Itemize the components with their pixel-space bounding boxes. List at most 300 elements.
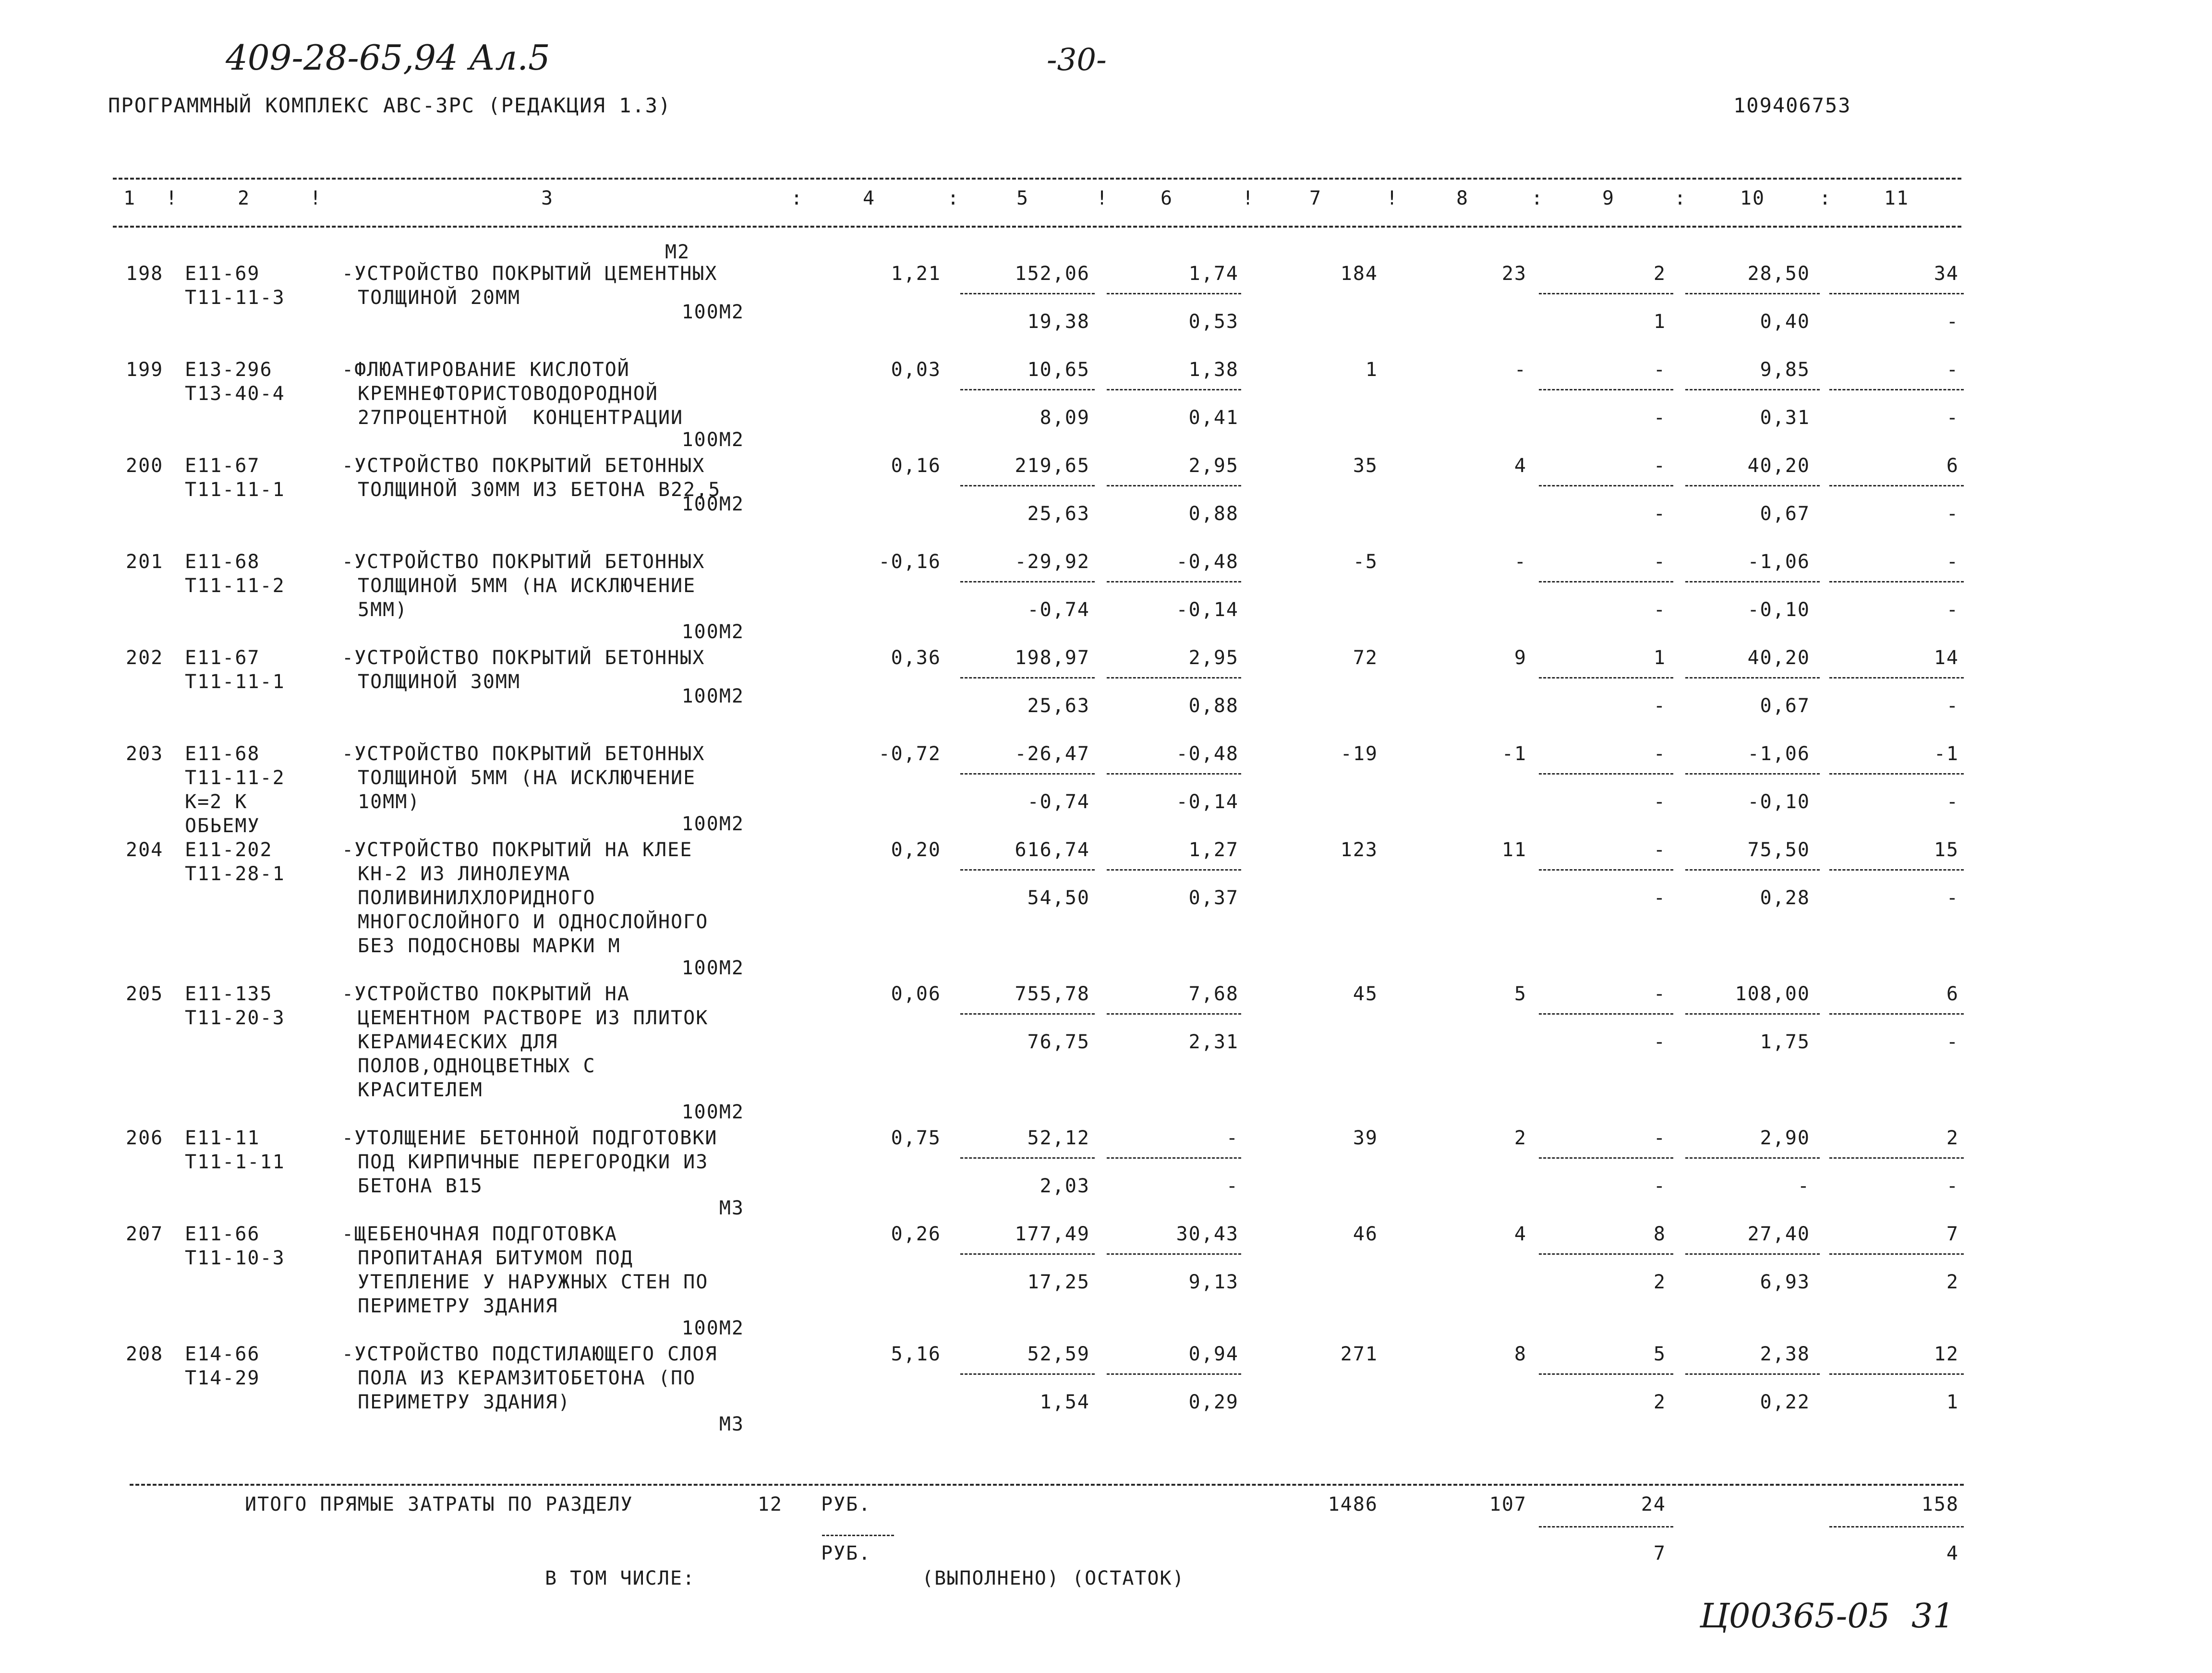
labor-norm-machine: 0,67 — [1760, 503, 1810, 525]
col6-divider — [1107, 677, 1241, 679]
col9-value: - — [1653, 839, 1666, 861]
machine-cost: 7,68 — [1188, 983, 1239, 1005]
column-separator: : — [1819, 187, 1832, 209]
labor-total-machine: - — [1946, 1175, 1959, 1197]
total-wages: 23 — [1501, 263, 1527, 285]
work-description: -УСТРОЙСТВО ПОКРЫТИЙ БЕТОННЫХ — [342, 455, 705, 477]
labor-norm: 27,40 — [1747, 1223, 1810, 1245]
col9-divider — [1539, 677, 1673, 679]
labor-total: 15 — [1934, 839, 1959, 861]
price-code: Е11-68 — [185, 551, 260, 573]
quantity: 0,03 — [891, 359, 941, 381]
column-separator: ! — [309, 187, 323, 209]
col5-divider — [960, 869, 1095, 871]
work-description: ТОЛЩИНОЙ 30ММ — [358, 671, 521, 693]
unit-cost-wages: 2,03 — [1040, 1175, 1090, 1197]
total-wages: 8 — [1514, 1343, 1527, 1365]
labor-total: -1 — [1934, 743, 1959, 765]
column-number-3: 3 — [541, 187, 554, 209]
col9-divider — [1539, 773, 1673, 775]
labor-total-machine: - — [1946, 599, 1959, 621]
labor-total: 6 — [1946, 455, 1959, 477]
unit: 100М2 — [681, 1317, 744, 1339]
work-description: ТОЛЩИНОЙ 5ММ (НА ИСКЛЮЧЕНИЕ — [358, 767, 696, 789]
work-description: ТОЛЩИНОЙ 20ММ — [358, 287, 521, 309]
total-cost: 1 — [1365, 359, 1378, 381]
work-description: ПОЛИВИНИЛХЛОРИДНОГО — [358, 887, 596, 909]
unit-cost-wages: 8,09 — [1040, 407, 1090, 429]
totals-col11-divider — [1829, 1526, 1964, 1528]
document-number: 109406753 — [1733, 94, 1851, 117]
handwritten-code: 409-28-65,94 Ал.5 — [226, 37, 550, 78]
col10-divider — [1685, 293, 1820, 294]
col9-divider — [1539, 581, 1673, 582]
col9-value: - — [1653, 551, 1666, 573]
machine-wages: 9,13 — [1188, 1271, 1239, 1293]
col9-divider — [1539, 869, 1673, 871]
col9-remainder: - — [1653, 887, 1666, 909]
col6-divider — [1107, 1013, 1241, 1015]
col6-divider — [1107, 293, 1241, 294]
column-separator: : — [1674, 187, 1687, 209]
col6-divider — [1107, 581, 1241, 582]
work-description: ЦЕМЕНТНОМ РАСТВОРЕ ИЗ ПЛИТОК — [358, 1007, 709, 1029]
unit: М3 — [719, 1413, 744, 1435]
labor-norm-machine: 0,22 — [1760, 1391, 1810, 1413]
col9-value: 8 — [1653, 1223, 1666, 1245]
work-description: -УСТРОЙСТВО ПОКРЫТИЙ БЕТОННЫХ — [342, 551, 705, 573]
work-description: ПОД КИРПИЧНЫЕ ПЕРЕГОРОДКИ ИЗ — [358, 1151, 709, 1173]
unit-cost-wages: 25,63 — [1027, 503, 1090, 525]
col5-divider — [960, 485, 1095, 486]
col10-divider — [1685, 389, 1820, 390]
unit-cost-wages: 76,75 — [1027, 1031, 1090, 1053]
norm-code: Т13-40-4 — [185, 383, 285, 405]
col11-divider — [1829, 1373, 1964, 1375]
col5-divider — [960, 1157, 1095, 1159]
labor-total: 12 — [1934, 1343, 1959, 1365]
work-description: -УСТРОЙСТВО ПОКРЫТИЙ НА КЛЕЕ — [342, 839, 693, 861]
col10-divider — [1685, 1013, 1820, 1015]
work-description: ТОЛЩИНОЙ 5ММ (НА ИСКЛЮЧЕНИЕ — [358, 575, 696, 597]
quantity: -0,16 — [878, 551, 941, 573]
labor-total: 6 — [1946, 983, 1959, 1005]
unit: 100М2 — [681, 685, 744, 707]
labor-norm-machine: 0,67 — [1760, 695, 1810, 717]
labor-norm: 75,50 — [1747, 839, 1810, 861]
norm-code: Т11-28-1 — [185, 863, 285, 885]
labor-norm: 40,20 — [1747, 455, 1810, 477]
col11-divider — [1829, 485, 1964, 486]
row-number: 200 — [126, 455, 164, 477]
machine-cost: -0,48 — [1176, 551, 1239, 573]
labor-total: 34 — [1934, 263, 1959, 285]
totals-col11-remainder: 4 — [1946, 1542, 1959, 1564]
unit-cost-wages: 25,63 — [1027, 695, 1090, 717]
norm-code: Т14-29 — [185, 1367, 260, 1389]
col11-divider — [1829, 869, 1964, 871]
quantity: 0,06 — [891, 983, 941, 1005]
column-separator: : — [1531, 187, 1544, 209]
labor-total-machine: - — [1946, 887, 1959, 909]
unit: 100М2 — [681, 813, 744, 835]
work-description: -ЩЕБЕНОЧНАЯ ПОДГОТОВКА — [342, 1223, 617, 1245]
unit-cost: 198,97 — [1015, 647, 1090, 669]
including-label: В ТОМ ЧИСЛЕ: — [545, 1567, 695, 1589]
col11-divider — [1829, 293, 1964, 294]
col11-divider — [1829, 1013, 1964, 1015]
total-wages: 5 — [1514, 983, 1527, 1005]
totals-rub-1: РУБ. — [821, 1493, 871, 1515]
norm-code: Т11-11-2 — [185, 767, 285, 789]
col6-divider — [1107, 389, 1241, 390]
col9-value: - — [1653, 1127, 1666, 1149]
row-number: 204 — [126, 839, 164, 861]
col5-divider — [960, 1373, 1095, 1375]
unit: 100М2 — [681, 957, 744, 979]
machine-cost: -0,48 — [1176, 743, 1239, 765]
col10-divider — [1685, 1373, 1820, 1375]
unit-cost: 52,12 — [1027, 1127, 1090, 1149]
col6-divider — [1107, 869, 1241, 871]
labor-total-machine: 2 — [1946, 1271, 1959, 1293]
machine-wages: 0,29 — [1188, 1391, 1239, 1413]
labor-norm: -1,06 — [1747, 743, 1810, 765]
col11-divider — [1829, 773, 1964, 775]
labor-norm-machine: 0,31 — [1760, 407, 1810, 429]
labor-total: 7 — [1946, 1223, 1959, 1245]
labor-total-machine: - — [1946, 503, 1959, 525]
quantity: 1,21 — [891, 263, 941, 285]
col9-remainder: - — [1653, 695, 1666, 717]
unit-cost: 616,74 — [1015, 839, 1090, 861]
totals-col8: 107 — [1489, 1493, 1527, 1515]
total-wages: 2 — [1514, 1127, 1527, 1149]
unit-cost-wages: 19,38 — [1027, 311, 1090, 333]
labor-total: 2 — [1946, 1127, 1959, 1149]
unit: 100М2 — [681, 1101, 744, 1123]
total-cost: 72 — [1353, 647, 1378, 669]
work-description: ТОЛЩИНОЙ 30ММ ИЗ БЕТОНА В22,5 — [358, 479, 721, 501]
totals-col11: 158 — [1921, 1493, 1959, 1515]
col9-remainder: 1 — [1653, 311, 1666, 333]
total-cost: 46 — [1353, 1223, 1378, 1245]
unit-cost: -26,47 — [1015, 743, 1090, 765]
column-number-4: 4 — [862, 187, 876, 209]
col10-divider — [1685, 869, 1820, 871]
footer-handwritten-code: Ц00365-05 31 — [1700, 1596, 1955, 1636]
unit-cost: -29,92 — [1015, 551, 1090, 573]
unit-cost-wages: 54,50 — [1027, 887, 1090, 909]
row-number: 208 — [126, 1343, 164, 1365]
col9-divider — [1539, 389, 1673, 390]
price-code: Е14-66 — [185, 1343, 260, 1365]
labor-norm: 108,00 — [1735, 983, 1810, 1005]
col11-divider — [1829, 1253, 1964, 1255]
work-description: ПРОПИТАНАЯ БИТУМОМ ПОД — [358, 1247, 633, 1269]
column-number-8: 8 — [1456, 187, 1469, 209]
col6-divider — [1107, 773, 1241, 775]
top-unit: М2 — [665, 241, 690, 263]
rub-divider — [822, 1535, 894, 1536]
work-description: -УСТРОЙСТВО ПОКРЫТИЙ НА — [342, 983, 630, 1005]
quantity: 0,20 — [891, 839, 941, 861]
machine-cost: 1,27 — [1188, 839, 1239, 861]
work-description: ПОЛА ИЗ КЕРАМЗИТОБЕТОНА (ПО — [358, 1367, 696, 1389]
work-description: ПЕРИМЕТРУ ЗДАНИЯ) — [358, 1391, 571, 1413]
column-separator: ! — [1386, 187, 1399, 209]
labor-norm: 9,85 — [1760, 359, 1810, 381]
labor-norm: 28,50 — [1747, 263, 1810, 285]
norm-code: Т11-11-2 — [185, 575, 285, 597]
col11-divider — [1829, 581, 1964, 582]
row-number: 202 — [126, 647, 164, 669]
col9-divider — [1539, 1013, 1673, 1015]
work-description: МНОГОСЛОЙНОГО И ОДНОСЛОЙНОГО — [358, 911, 709, 933]
total-wages: 9 — [1514, 647, 1527, 669]
col9-remainder: 2 — [1653, 1391, 1666, 1413]
machine-cost: 1,38 — [1188, 359, 1239, 381]
col9-divider — [1539, 485, 1673, 486]
column-number-6: 6 — [1160, 187, 1173, 209]
work-description: -УТОЛЩЕНИЕ БЕТОННОЙ ПОДГОТОВКИ — [342, 1127, 718, 1149]
col10-divider — [1685, 1157, 1820, 1159]
machine-wages: - — [1226, 1175, 1239, 1197]
column-separator: ! — [1096, 187, 1109, 209]
machine-wages: 0,88 — [1188, 695, 1239, 717]
price-code: Е11-69 — [185, 263, 260, 285]
work-description: КЕРАМИ4ЕСКИХ ДЛЯ — [358, 1031, 558, 1053]
totals-col7: 1486 — [1328, 1493, 1378, 1515]
norm-code: Т11-11-1 — [185, 671, 285, 693]
col11-divider — [1829, 389, 1964, 390]
unit-cost-wages: -0,74 — [1027, 599, 1090, 621]
column-number-9: 9 — [1602, 187, 1615, 209]
total-cost: 123 — [1340, 839, 1378, 861]
norm-code: Т11-20-3 — [185, 1007, 285, 1029]
col5-divider — [960, 581, 1095, 582]
price-code: Е11-67 — [185, 455, 260, 477]
quantity: 0,36 — [891, 647, 941, 669]
labor-total-machine: - — [1946, 695, 1959, 717]
labor-norm-machine: 1,75 — [1760, 1031, 1810, 1053]
col5-divider — [960, 1013, 1095, 1015]
col10-divider — [1685, 773, 1820, 775]
row-number: 205 — [126, 983, 164, 1005]
col5-divider — [960, 773, 1095, 775]
machine-cost: 30,43 — [1176, 1223, 1239, 1245]
total-wages: 11 — [1501, 839, 1527, 861]
col5-divider — [960, 293, 1095, 294]
totals-col9: 24 — [1641, 1493, 1666, 1515]
price-code: Е13-296 — [185, 359, 273, 381]
unit-cost-wages: 1,54 — [1040, 1391, 1090, 1413]
machine-wages: 0,37 — [1188, 887, 1239, 909]
labor-total: - — [1946, 551, 1959, 573]
labor-total: - — [1946, 359, 1959, 381]
col5-divider — [960, 677, 1095, 679]
col11-divider — [1829, 1157, 1964, 1159]
column-number-7: 7 — [1309, 187, 1322, 209]
col10-divider — [1685, 677, 1820, 679]
price-code: Е11-68 — [185, 743, 260, 765]
totals-label: ИТОГО ПРЯМЫЕ ЗАТРАТЫ ПО РАЗДЕЛУ — [245, 1493, 633, 1515]
unit-cost-wages: 17,25 — [1027, 1271, 1090, 1293]
col6-divider — [1107, 1157, 1241, 1159]
labor-total-machine: - — [1946, 311, 1959, 333]
table-top-rule — [113, 178, 1961, 180]
code-note: К=2 К — [185, 791, 248, 813]
labor-total: 14 — [1934, 647, 1959, 669]
work-description: КРАСИТЕЛЕМ — [358, 1079, 483, 1101]
col9-remainder: - — [1653, 791, 1666, 813]
norm-code: Т11-10-3 — [185, 1247, 285, 1269]
col9-value: 5 — [1653, 1343, 1666, 1365]
col9-value: 1 — [1653, 647, 1666, 669]
header-bottom-rule — [113, 226, 1961, 228]
col9-divider — [1539, 1253, 1673, 1255]
col9-remainder: - — [1653, 407, 1666, 429]
work-description: -УСТРОЙСТВО ПОКРЫТИЙ ЦЕМЕНТНЫХ — [342, 263, 718, 285]
unit: 100М2 — [681, 301, 744, 323]
quantity: -0,72 — [878, 743, 941, 765]
unit-cost: 177,49 — [1015, 1223, 1090, 1245]
machine-cost: 0,94 — [1188, 1343, 1239, 1365]
price-code: Е11-202 — [185, 839, 273, 861]
norm-code: Т11-1-11 — [185, 1151, 285, 1173]
labor-total-machine: 1 — [1946, 1391, 1959, 1413]
col9-divider — [1539, 293, 1673, 294]
work-description: ПОЛОВ,ОДНОЦВЕТНЫХ С — [358, 1055, 596, 1077]
column-separator: : — [947, 187, 960, 209]
total-cost: 39 — [1353, 1127, 1378, 1149]
column-separator: : — [790, 187, 804, 209]
norm-code: Т11-11-3 — [185, 287, 285, 309]
quantity: 0,26 — [891, 1223, 941, 1245]
unit: 100М2 — [681, 493, 744, 515]
total-cost: 184 — [1340, 263, 1378, 285]
machine-cost: 2,95 — [1188, 647, 1239, 669]
work-description: -УСТРОЙСТВО ПОДСТИЛАЮЩЕГО СЛОЯ — [342, 1343, 718, 1365]
column-number-10: 10 — [1740, 187, 1765, 209]
work-description: КРЕМНЕФТОРИСТОВОДОРОДНОЙ — [358, 383, 658, 405]
work-description: 10ММ) — [358, 791, 421, 813]
page-number: -30- — [1047, 42, 1107, 78]
col6-divider — [1107, 1253, 1241, 1255]
machine-wages: 0,88 — [1188, 503, 1239, 525]
col9-remainder: 2 — [1653, 1271, 1666, 1293]
col11-divider — [1829, 677, 1964, 679]
col10-divider — [1685, 485, 1820, 486]
total-cost: 271 — [1340, 1343, 1378, 1365]
quantity: 0,16 — [891, 455, 941, 477]
column-number-11: 11 — [1884, 187, 1910, 209]
labor-norm: 40,20 — [1747, 647, 1810, 669]
price-code: Е11-66 — [185, 1223, 260, 1245]
work-description: -ФЛЮАТИРОВАНИЕ КИСЛОТОЙ — [342, 359, 630, 381]
totals-section: 12 — [757, 1493, 783, 1515]
work-description: 5ММ) — [358, 599, 408, 621]
labor-norm-machine: 6,93 — [1760, 1271, 1810, 1293]
labor-norm: 2,90 — [1760, 1127, 1810, 1149]
col5-divider — [960, 389, 1095, 390]
labor-total-machine: - — [1946, 1031, 1959, 1053]
work-description: ПЕРИМЕТРУ ЗДАНИЯ — [358, 1295, 558, 1317]
done-rest-label: (ВЫПОЛНЕНО) (ОСТАТОК) — [922, 1567, 1185, 1589]
code-note: ОБЬЕМУ — [185, 815, 260, 837]
work-description: -УСТРОЙСТВО ПОКРЫТИЙ БЕТОННЫХ — [342, 743, 705, 765]
labor-norm-machine: - — [1797, 1175, 1810, 1197]
machine-wages: 0,53 — [1188, 311, 1239, 333]
labor-norm: 2,38 — [1760, 1343, 1810, 1365]
row-number: 206 — [126, 1127, 164, 1149]
row-number: 201 — [126, 551, 164, 573]
unit: М3 — [719, 1197, 744, 1219]
work-description: КН-2 ИЗ ЛИНОЛЕУМА — [358, 863, 571, 885]
labor-total-machine: - — [1946, 407, 1959, 429]
col10-divider — [1685, 1253, 1820, 1255]
totals-rub-2: РУБ. — [821, 1542, 871, 1564]
col9-divider — [1539, 1373, 1673, 1375]
labor-norm: -1,06 — [1747, 551, 1810, 573]
machine-wages: 2,31 — [1188, 1031, 1239, 1053]
total-wages: - — [1514, 551, 1527, 573]
unit-cost: 755,78 — [1015, 983, 1090, 1005]
unit: 100М2 — [681, 621, 744, 643]
column-number-5: 5 — [1016, 187, 1029, 209]
norm-code: Т11-11-1 — [185, 479, 285, 501]
col9-divider — [1539, 1157, 1673, 1159]
column-separator: ! — [165, 187, 179, 209]
total-wages: -1 — [1501, 743, 1527, 765]
quantity: 5,16 — [891, 1343, 941, 1365]
unit-cost: 152,06 — [1015, 263, 1090, 285]
machine-wages: -0,14 — [1176, 791, 1239, 813]
col9-value: - — [1653, 359, 1666, 381]
total-wages: 4 — [1514, 1223, 1527, 1245]
row-number: 198 — [126, 263, 164, 285]
unit-cost: 219,65 — [1015, 455, 1090, 477]
col6-divider — [1107, 485, 1241, 486]
col5-divider — [960, 1253, 1095, 1255]
machine-wages: -0,14 — [1176, 599, 1239, 621]
col6-divider — [1107, 1373, 1241, 1375]
total-cost: -5 — [1353, 551, 1378, 573]
labor-norm-machine: -0,10 — [1747, 599, 1810, 621]
program-title: ПРОГРАММНЫЙ КОМПЛЕКС АВС-3РС (РЕДАКЦИЯ 1.3) — [108, 94, 672, 117]
total-cost: 35 — [1353, 455, 1378, 477]
labor-norm-machine: 0,40 — [1760, 311, 1810, 333]
totals-rule — [130, 1484, 1964, 1486]
unit-cost: 10,65 — [1027, 359, 1090, 381]
column-number-1: 1 — [123, 187, 136, 209]
total-cost: -19 — [1340, 743, 1378, 765]
row-number: 203 — [126, 743, 164, 765]
machine-cost: - — [1226, 1127, 1239, 1149]
col9-value: - — [1653, 983, 1666, 1005]
price-code: Е11-11 — [185, 1127, 260, 1149]
total-wages: - — [1514, 359, 1527, 381]
unit: 100М2 — [681, 429, 744, 451]
column-number-2: 2 — [237, 187, 251, 209]
machine-wages: 0,41 — [1188, 407, 1239, 429]
row-number: 199 — [126, 359, 164, 381]
quantity: 0,75 — [891, 1127, 941, 1149]
totals-col9-divider — [1539, 1526, 1673, 1528]
price-code: Е11-67 — [185, 647, 260, 669]
totals-col9-remainder: 7 — [1653, 1542, 1666, 1564]
col10-divider — [1685, 581, 1820, 582]
